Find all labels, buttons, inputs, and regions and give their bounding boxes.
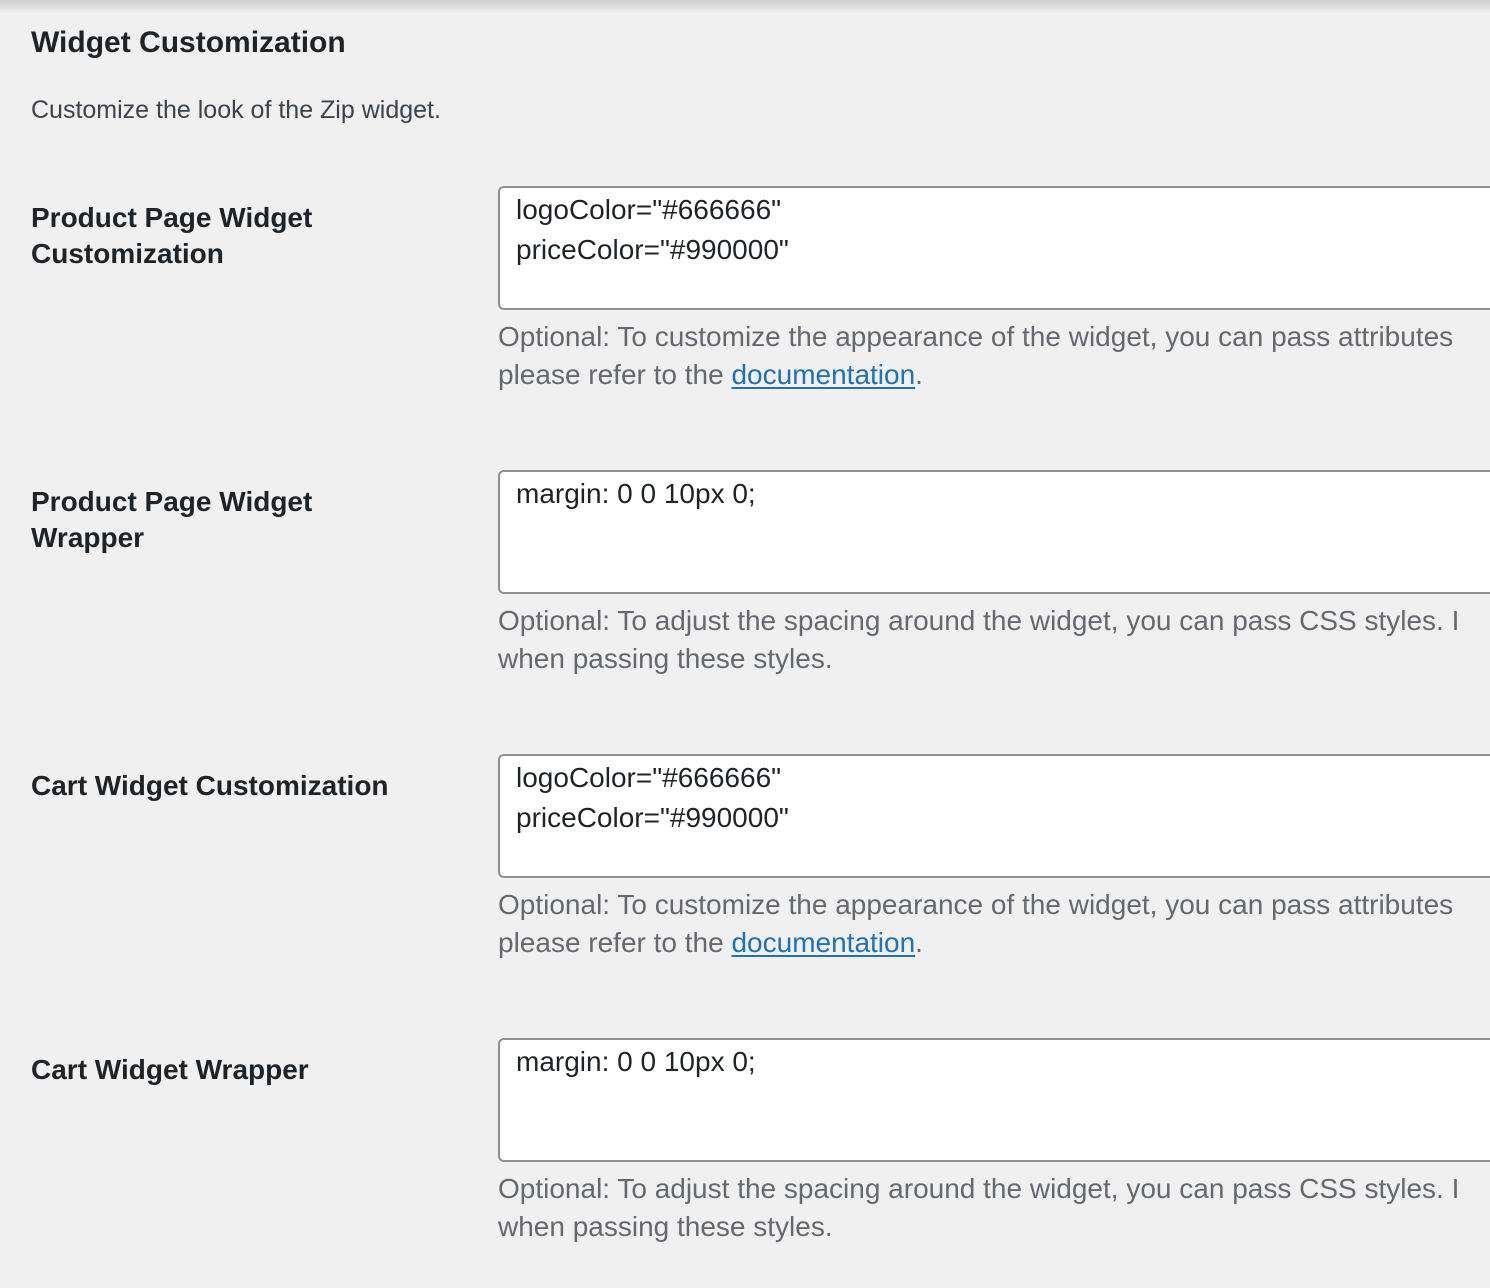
- product-widget-customization-textarea[interactable]: [498, 186, 1490, 310]
- section-description: Customize the look of the Zip widget.: [31, 96, 441, 124]
- cart-widget-customization-textarea[interactable]: [498, 754, 1490, 878]
- cart-widget-customization-label: Cart Widget Customization: [31, 770, 389, 801]
- section-title: Widget Customization: [31, 26, 346, 59]
- product-widget-wrapper-help: Optional: To adjust the spacing around the widget, you can pass CSS styles. I when passing these styles.: [498, 605, 1460, 674]
- documentation-link[interactable]: documentation: [731, 927, 916, 958]
- product-widget-customization-help: Optional: To customize the appearance of the widget, you can pass attributes please refer to the documentation.: [498, 321, 1454, 390]
- product-widget-wrapper-label: Product Page Widget Wrapper: [31, 486, 313, 553]
- cart-widget-wrapper-textarea[interactable]: [498, 1038, 1490, 1162]
- cart-widget-wrapper-help: Optional: To adjust the spacing around the widget, you can pass CSS styles. I when passing these styles.: [498, 1173, 1460, 1242]
- documentation-link[interactable]: documentation: [731, 359, 916, 390]
- product-widget-wrapper-textarea[interactable]: [498, 470, 1490, 594]
- cart-widget-customization-help: Optional: To customize the appearance of the widget, you can pass attributes please refer to the documentation.: [498, 889, 1454, 958]
- product-widget-customization-label: Product Page Widget Customization: [31, 202, 313, 269]
- header-shadow: [0, 0, 1490, 14]
- cart-widget-wrapper-label: Cart Widget Wrapper: [31, 1054, 309, 1085]
